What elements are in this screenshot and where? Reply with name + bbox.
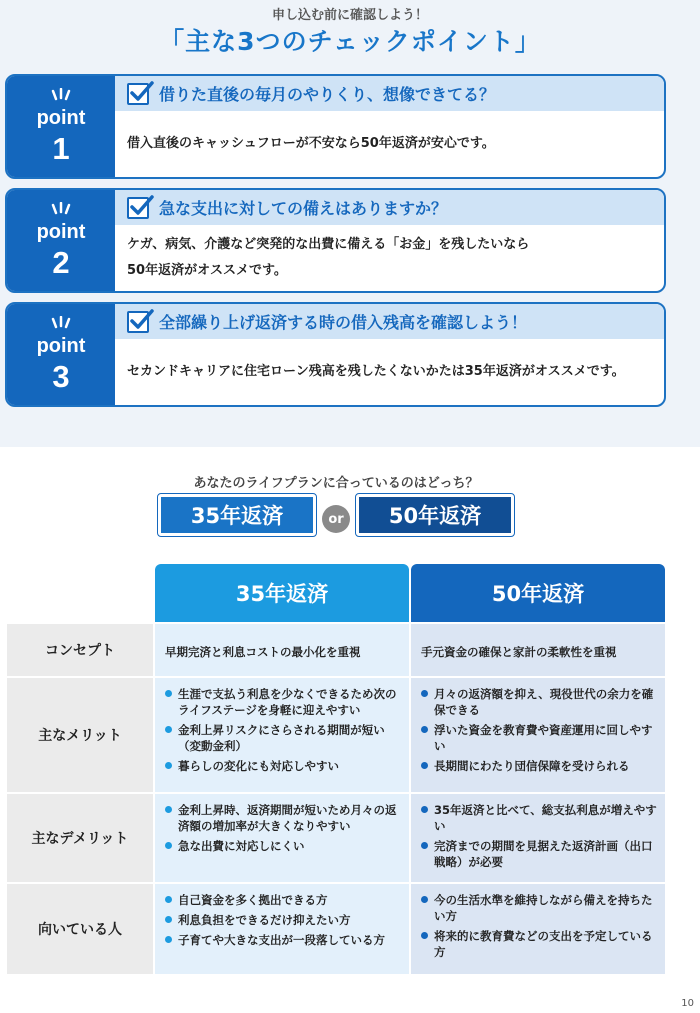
list-item: 暮らしの変化にも対応しやすい <box>165 758 401 774</box>
section-subtitle: 申し込む前に確認しよう！ <box>271 8 428 23</box>
list-item: 完済までの期間を見据えた返済計画（出口戦略）が必要 <box>421 838 657 870</box>
point-badge <box>7 190 115 291</box>
row-label-concept: コンセプト <box>7 624 153 676</box>
page-number: 10 <box>681 998 694 1009</box>
sparkle-icon <box>7 202 115 216</box>
list-item: 将来的に教育費などの支出を予定している方 <box>421 928 657 960</box>
checkbox-icon <box>127 197 149 219</box>
point-body-line: セカンドキャリアに住宅ローン残高を残したくないかたは35年返済がオススメです。 <box>127 364 625 379</box>
column-header-35-year: 35年返済 <box>155 564 409 622</box>
option-50-year-pill: 50年返済 <box>356 494 514 536</box>
list-item: 生涯で支払う利息を少なくできるため次のライフステージを身軽に迎えやすい <box>165 686 401 718</box>
row-label-demerits: 主なデメリット <box>7 794 153 882</box>
cell-suitable-50 <box>411 884 665 974</box>
point-question: 全部繰り上げ返済する時の借入残高を確認しよう！ <box>159 313 528 332</box>
point-badge <box>7 304 115 405</box>
row-label-merits: 主なメリット <box>7 678 153 792</box>
sparkle-icon <box>7 88 115 102</box>
point-card-2 <box>5 188 666 293</box>
cell-suitable-35 <box>155 884 409 974</box>
point-label: point <box>36 221 86 243</box>
or-badge: or <box>322 505 350 533</box>
point-number: 1 <box>52 131 70 166</box>
list-item: 35年返済と比べて、総支払利息が増えやすい <box>421 802 657 834</box>
point-body-line: 50年返済がオススメです。 <box>127 263 287 278</box>
column-header-50-year: 50年返済 <box>411 564 665 622</box>
point-body <box>115 225 664 291</box>
list-item: 長期間にわたり団信保障を受けられる <box>421 758 657 774</box>
point-number: 3 <box>52 359 70 394</box>
point-body <box>115 339 664 405</box>
point-card-3 <box>5 302 666 407</box>
point-label: point <box>36 335 86 357</box>
point-body-line: ケガ、病気、介護など突発的な出費に備える「お金」を残したいなら <box>127 237 530 252</box>
cell-demerits-50 <box>411 794 665 882</box>
cell-text: 早期完済と利息コストの最小化を重視 <box>165 645 361 659</box>
list-item: 利息負担をできるだけ抑えたい方 <box>165 912 401 928</box>
option-35-year-pill: 35年返済 <box>158 494 316 536</box>
point-badge <box>7 76 115 177</box>
list-item: 今の生活水準を維持しながら備えを持ちたい方 <box>421 892 657 924</box>
point-header <box>115 190 664 225</box>
point-question: 借りた直後の毎月のやりくり、想像できてる？ <box>159 85 496 104</box>
cell-concept-35 <box>155 624 409 676</box>
checkpoint-section <box>0 0 700 447</box>
list-item: 金利上昇時、返済期間が短いため月々の返済額の増加率が大きくなりやすい <box>165 802 401 834</box>
cell-demerits-35 <box>155 794 409 882</box>
point-label: point <box>36 107 86 129</box>
list-item: 自己資金を多く拠出できる方 <box>165 892 401 908</box>
sparkle-icon <box>7 316 115 330</box>
point-body-line: 借入直後のキャッシュフローが不安なら50年返済が安心です。 <box>127 136 495 151</box>
row-label-suitable: 向いている人 <box>7 884 153 974</box>
section-title: 「主な3つのチェックポイント」 <box>159 27 541 56</box>
cell-merits-50 <box>411 678 665 792</box>
point-question: 急な支出に対しての備えはありますか？ <box>159 199 448 218</box>
list-item: 急な出費に対応しにくい <box>165 838 401 854</box>
point-number: 2 <box>52 245 70 280</box>
list-item: 浮いた資金を教育費や資産運用に回しやすい <box>421 722 657 754</box>
list-item: 金利上昇リスクにさらされる期間が短い（変動金利） <box>165 722 401 754</box>
checkbox-icon <box>127 311 149 333</box>
list-item: 月々の返済額を抑え、現役世代の余力を確保できる <box>421 686 657 718</box>
point-header <box>115 76 664 111</box>
point-body <box>115 111 664 177</box>
cell-text: 手元資金の確保と家計の柔軟性を重視 <box>421 645 617 659</box>
compare-question: あなたのライフプランに合っているのはどっち？ <box>193 476 479 491</box>
cell-merits-35 <box>155 678 409 792</box>
list-item: 子育てや大きな支出が一段落している方 <box>165 932 401 948</box>
point-card-1 <box>5 74 666 179</box>
point-header <box>115 304 664 339</box>
cell-concept-50 <box>411 624 665 676</box>
checkbox-icon <box>127 83 149 105</box>
